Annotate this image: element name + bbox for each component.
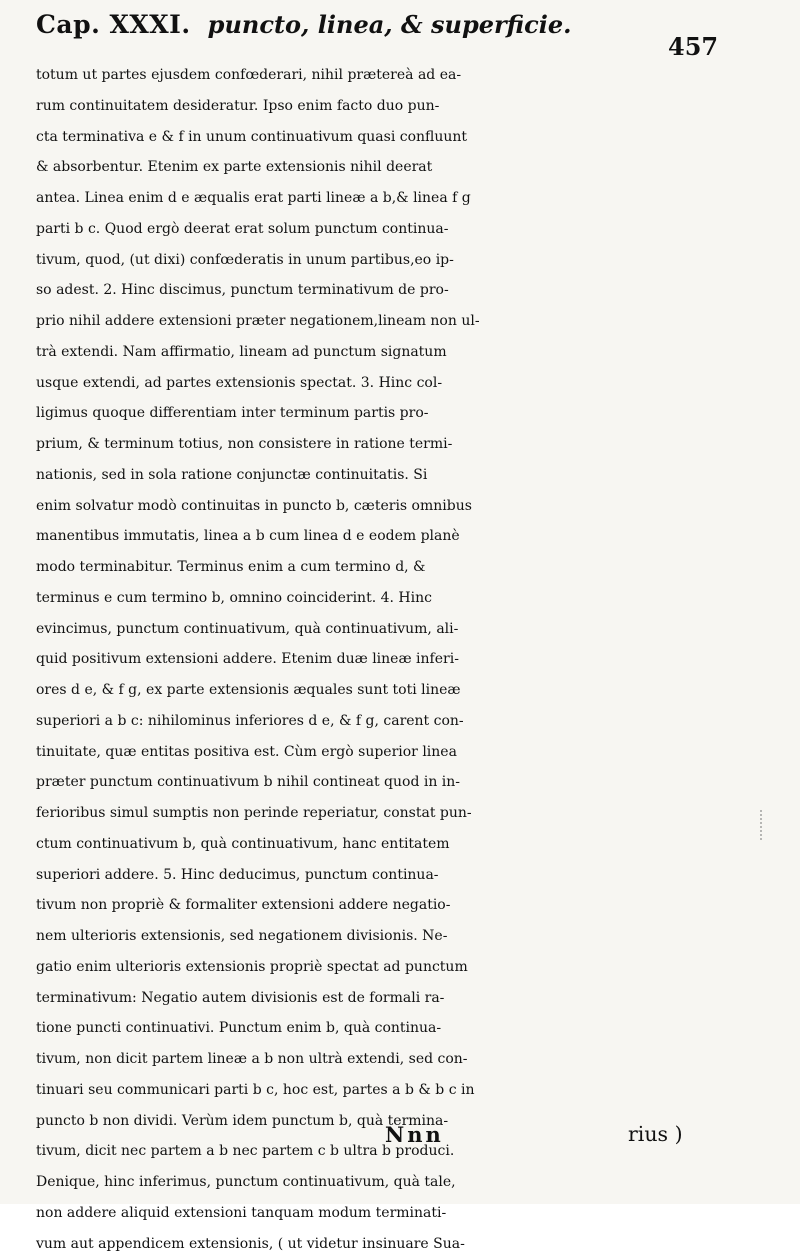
page-footer bbox=[0, 1122, 800, 1152]
text-line: nem ulterioris extensionis, sed negationem divisionis. Ne- bbox=[36, 921, 756, 952]
text-line: tinuari seu communicari parti b c, hoc est, partes a b & b c in bbox=[36, 1075, 756, 1106]
text-line: quid positivum extensioni addere. Etenim duæ lineæ inferi- bbox=[36, 644, 756, 675]
running-header bbox=[36, 10, 756, 50]
text-line: non addere aliquid extensioni tanquam modum terminati- bbox=[36, 1198, 756, 1229]
text-line: ligimus quoque differentiam inter terminum partis pro- bbox=[36, 398, 756, 429]
catchword: rius ) bbox=[628, 1122, 683, 1146]
text-line: antea. Linea enim d e æqualis erat parti lineæ a b,& linea f g bbox=[36, 183, 756, 214]
text-line: nationis, sed in sola ratione conjunctæ continuitatis. Si bbox=[36, 460, 756, 491]
text-line: prio nihil addere extensioni præter negationem,lineam non ul- bbox=[36, 306, 756, 337]
body-text bbox=[36, 60, 756, 1259]
text-line: terminus e cum termino b, omnino coinciderint. 4. Hinc bbox=[36, 583, 756, 614]
text-line: trà extendi. Nam affirmatio, lineam ad punctum signatum bbox=[36, 337, 756, 368]
text-line: gatio enim ulterioris extensionis propriè spectat ad punctum bbox=[36, 952, 756, 983]
text-line: & absorbentur. Etenim ex parte extensionis nihil deerat bbox=[36, 152, 756, 183]
text-line: ores d e, & f g, ex parte extensionis æquales sunt toti lineæ bbox=[36, 675, 756, 706]
text-line: ferioribus simul sumptis non perinde reperiatur, constat pun- bbox=[36, 798, 756, 829]
text-line: evincimus, punctum continuativum, quà continuativum, ali- bbox=[36, 614, 756, 645]
text-line: tinuitate, quæ entitas positiva est. Cùm ergò superior linea bbox=[36, 737, 756, 768]
text-line: prium, & terminum totius, non consistere in ratione termi- bbox=[36, 429, 756, 460]
text-line: tivum, dicit nec partem a b nec partem c b ultra b produci. bbox=[36, 1136, 756, 1167]
text-line: tivum non propriè & formaliter extensioni addere negatio- bbox=[36, 890, 756, 921]
text-line: puncto b non dividi. Verùm idem punctum b, quà termina- bbox=[36, 1106, 756, 1137]
text-line: modo terminabitur. Terminus enim a cum termino d, & bbox=[36, 552, 756, 583]
text-line: vum aut appendicem extensionis, ( ut videtur insinuare Sua- bbox=[36, 1229, 756, 1259]
chapter-label: Cap. XXXI. bbox=[36, 10, 191, 39]
text-line: præter punctum continuativum b nihil contineat quod in in- bbox=[36, 767, 756, 798]
text-line: manentibus immutatis, linea a b cum linea d e eodem planè bbox=[36, 521, 756, 552]
text-line: rum continuitatem desideratur. Ipso enim facto duo pun- bbox=[36, 91, 756, 122]
running-title: puncto, linea, & superficie. bbox=[208, 10, 572, 39]
signature-mark: Nnn bbox=[385, 1122, 444, 1147]
margin-speckle bbox=[760, 810, 768, 840]
text-line: usque extendi, ad partes extensionis spectat. 3. Hinc col- bbox=[36, 368, 756, 399]
text-line: cta terminativa e & f in unum continuativum quasi confluunt bbox=[36, 122, 756, 153]
text-line: Denique, hinc inferimus, punctum continuativum, quà tale, bbox=[36, 1167, 756, 1198]
text-line: enim solvatur modò continuitas in puncto b, cæteris omnibus bbox=[36, 491, 756, 522]
page-number: 457 bbox=[668, 32, 718, 61]
text-line: tione puncti continuativi. Punctum enim b, quà continua- bbox=[36, 1013, 756, 1044]
text-line: so adest. 2. Hinc discimus, punctum terminativum de pro- bbox=[36, 275, 756, 306]
text-line: terminativum: Negatio autem divisionis est de formali ra- bbox=[36, 983, 756, 1014]
text-line: ctum continuativum b, quà continuativum, hanc entitatem bbox=[36, 829, 756, 860]
text-line: superiori a b c: nihilominus inferiores d e, & f g, carent con- bbox=[36, 706, 756, 737]
text-line: tivum, non dicit partem lineæ a b non ultrà extendi, sed con- bbox=[36, 1044, 756, 1075]
text-line: tivum, quod, (ut dixi) confœderatis in unum partibus,eo ip- bbox=[36, 245, 756, 276]
text-line: superiori addere. 5. Hinc deducimus, punctum continua- bbox=[36, 860, 756, 891]
text-line: parti b c. Quod ergò deerat erat solum punctum continua- bbox=[36, 214, 756, 245]
text-line: totum ut partes ejusdem confœderari, nihil prætereà ad ea- bbox=[36, 60, 756, 91]
